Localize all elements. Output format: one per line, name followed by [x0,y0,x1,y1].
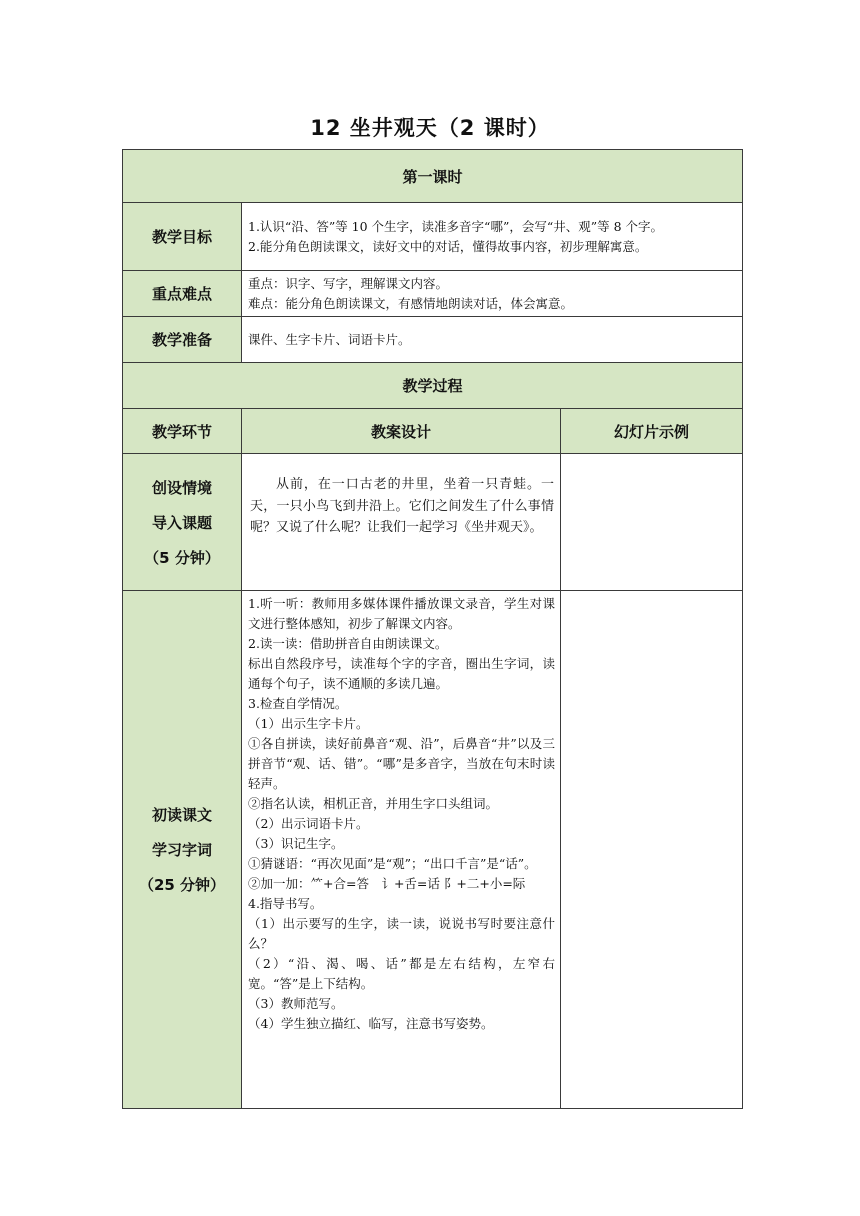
step-line-5: （1）出示生字卡片。 [248,716,369,731]
goals-row [123,203,743,271]
stage-label-reading-line-2: 学习字词 [151,841,212,859]
step-line-12: 4.指导书写。 [248,896,323,911]
step-line-9: （3）识记生字。 [248,836,344,851]
goals-line-2: 2.能分角色朗读课文，读好文中的对话，懂得故事内容，初步理解寓意。 [248,238,648,254]
key-points-content [242,271,743,317]
stage-label-intro-line-3: （5 分钟） [144,548,220,567]
section-header-process: 教学过程 [123,363,743,409]
stage-label-intro-line-1: 创设情境 [151,478,212,497]
step-line-3: 标出自然段序号，读准每个字的字音，圈出生字词，读通每个句子，读不通顺的多读几遍。 [248,656,555,691]
stage-row-reading [123,591,743,1109]
column-header-slides: 幻灯片示例 [561,409,743,454]
key-points-row [123,271,743,317]
preparation-content: 课件、生字卡片、词语卡片。 [242,317,743,363]
stage-label-reading [123,591,242,1109]
step-line-1: 1.听一听：教师用多媒体课件播放课文录音，学生对课文进行整体感知，初步了解课文内容。 [248,596,555,631]
step-line-16: （4）学生独立描红、临写，注意书写姿势。 [248,1016,494,1031]
section-row-process [123,363,743,409]
step-line-6: ①各自拼读，读好前鼻音“观、沿”，后鼻音“井”以及三拼音节“观、话、错”。“哪”是多音字，当放在句末时读轻声。 [248,736,556,791]
step-line-13: （1）出示要写的生字，读一读，说说书写时要注意什么？ [248,916,555,951]
stage-design-intro: 从前，在一口古老的井里，坐着一只青蛙。一天，一只小鸟飞到井沿上。它们之间发生了什么事情呢？又说了什么呢？让我们一起学习《坐井观天》。 [242,454,561,591]
stage-design-reading [242,591,561,1109]
preparation-label: 教学准备 [123,317,242,363]
goals-label: 教学目标 [123,203,242,271]
stage-slide-reading [561,591,743,1109]
stage-label-intro [123,454,242,591]
key-points-label: 重点难点 [123,271,242,317]
lesson-plan-table [122,149,743,1109]
section-header-first-lesson: 第一课时 [123,150,743,203]
step-line-14: （2）“沿、渴、喝、话”都是左右结构，左窄右宽。“答”是上下结构。 [248,956,555,991]
stage-row-intro [123,454,743,591]
document-title: 12 坐井观天（2 课时） [310,116,550,140]
column-header-row [123,409,743,454]
step-line-2: 2.读一读：借助拼音自由朗读课文。 [248,636,448,651]
step-line-8: （2）出示词语卡片。 [248,816,369,831]
key-point-line-1: 重点：识字、写字，理解课文内容。 [248,275,449,291]
stage-label-reading-line-3: （25 分钟） [138,876,226,894]
step-line-7: ②指名认读，相机正音，并用生字口头组词。 [248,796,499,811]
stage-slide-intro [561,454,743,591]
step-line-10: ①猜谜语：“再次见面”是“观”；“出口千言”是“话”。 [248,856,537,871]
section-row-first-lesson [123,150,743,203]
column-header-stage: 教学环节 [123,409,242,454]
goals-content [242,203,743,271]
stage-label-reading-line-1: 初读课文 [151,806,212,824]
step-line-11: ②加一加：⺮+合=答 讠+舌=话 阝+二+小=际 [248,876,526,891]
goals-line-1: 1.认识“沿、答”等 10 个生字，读准多音字“哪”，会写“井、观”等 8 个字。 [248,218,664,234]
step-line-4: 3.检查自学情况。 [248,696,348,711]
key-point-line-2: 难点：能分角色朗读课文，有感情地朗读对话，体会寓意。 [248,295,574,311]
column-header-design: 教案设计 [242,409,561,454]
step-line-15: （3）教师范写。 [248,996,344,1011]
stage-label-intro-line-2: 导入课题 [151,513,212,532]
preparation-row [123,317,743,363]
